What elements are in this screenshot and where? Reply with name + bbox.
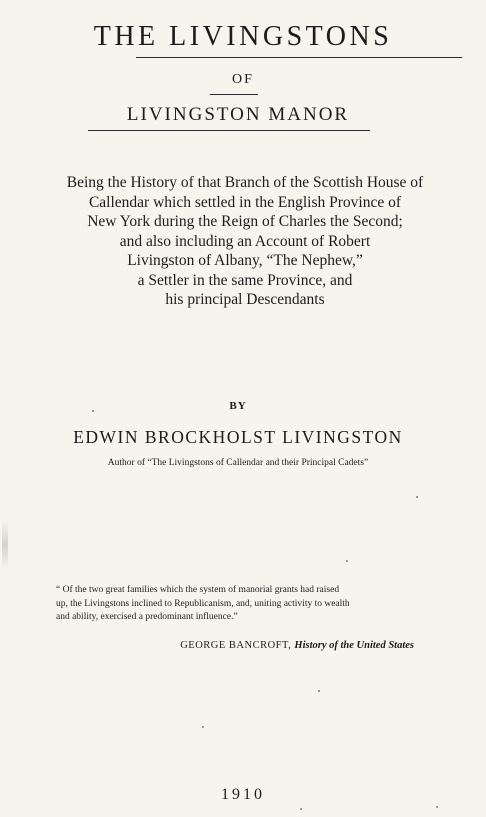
subtitle-line: and also including an Account of Robert	[119, 232, 371, 250]
title-underline	[136, 57, 462, 58]
epigraph-attribution	[0, 640, 476, 651]
paper-speck	[92, 410, 94, 412]
paper-speck	[346, 560, 348, 562]
epigraph-work: History of the United States	[294, 640, 414, 651]
paper-speck	[436, 806, 438, 808]
subtitle-line: New York during the Reign of Charles the Second;	[87, 213, 403, 230]
publication-year: 1910	[221, 786, 265, 803]
title-of: OF	[232, 72, 254, 87]
subtitle-line: a Settler in the same Province, and	[137, 271, 353, 289]
author-note: Author of “The Livingstons of Callendar and their Principal Cadets”	[107, 458, 369, 468]
author-name: EDWIN BROCKHOLST LIVINGSTON	[73, 427, 403, 447]
subtitle-line: Callendar which settled in the English Province of	[88, 193, 402, 211]
paper-speck	[416, 496, 418, 498]
paper-speck	[300, 808, 302, 810]
page-edge-mark	[2, 520, 8, 570]
paper-speck	[318, 690, 320, 692]
subtitle-line: Being the History of that Branch of the Scottish House of	[66, 174, 424, 191]
subtitle-line: Livingston of Albany, “The Nephew,”	[127, 252, 363, 269]
epigraph-line: up, the Livingstons inclined to Republicanism, and, uniting activity to wealth	[56, 598, 350, 609]
epigraph-line: “ Of the two great families which the system of manorial grants had raised	[56, 585, 340, 595]
subtitle-line: his principal Descendants	[165, 291, 325, 308]
epigraph-line: and ability, exercised a predominant influence.”	[56, 612, 238, 622]
byline-by: BY	[229, 400, 247, 412]
book-title-manor: LIVINGSTON MANOR	[126, 104, 350, 125]
book-title: THE LIVINGSTONS	[93, 21, 393, 52]
subtitle	[14, 173, 476, 310]
paper-speck	[202, 726, 204, 728]
epigraph-author: GEORGE BANCROFT,	[180, 640, 292, 651]
epigraph-quote	[56, 584, 426, 625]
of-underline	[210, 94, 258, 95]
manor-underline	[88, 130, 370, 131]
